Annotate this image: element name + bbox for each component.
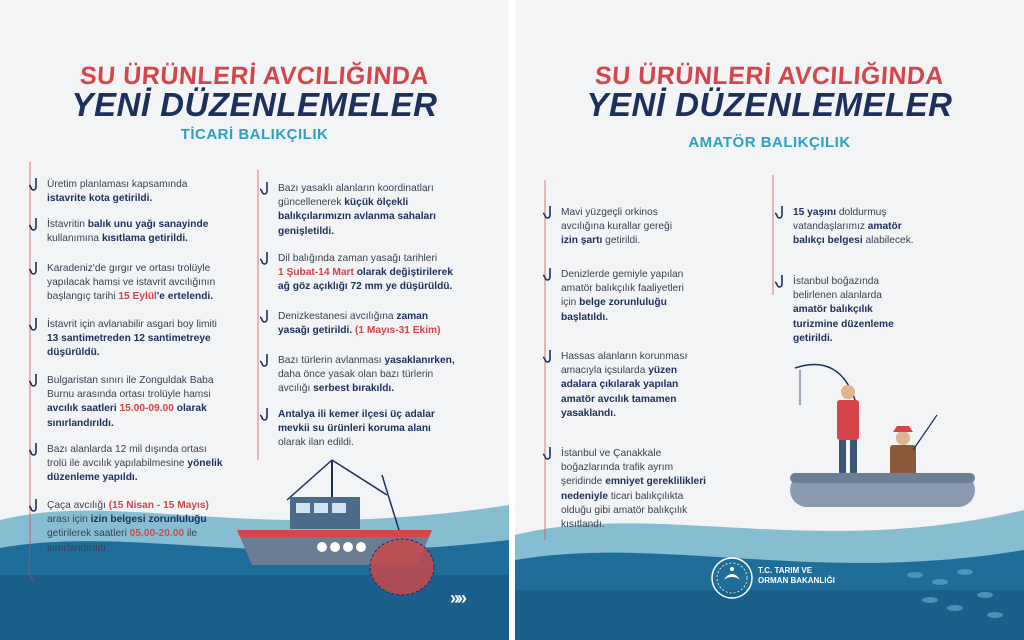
commercial-col2-item-5: Antalya ili kemer ilçesi üç adalar mevkii su ürünleri koruma alanı olarak ilan edildi. xyxy=(278,409,435,449)
amateur-col1-item-2: Denizlerde gemiyle yapılan amatör balıkçılık faaliyetleri için belge zorunluluğu başlatıldı. xyxy=(561,269,684,323)
fish-hook-icon xyxy=(29,217,43,233)
amateur-fishing-panel xyxy=(515,0,1024,640)
fish-hook-icon xyxy=(29,261,43,277)
title-line-1: SU ÜRÜNLERİ AVCILIĞINDA xyxy=(79,62,431,90)
fish-hook-icon xyxy=(29,373,43,389)
fish-hook-icon xyxy=(260,251,274,267)
commercial-col1-item-6: Bazı alanlarda 12 mil dışında ortası trolü ile avcılık yapılabilmesine yönelik düzenleme yapıldı. xyxy=(47,444,223,484)
fish-hook-icon xyxy=(775,274,789,290)
commercial-col1-item-5: Bulgaristan sınırı ile Zonguldak Baba Burnu arasında ortası trolüyle hamsi avcılık saatleri 15.00-09.00 olarak sınırlandırıldı. xyxy=(47,375,214,429)
ministry-name xyxy=(758,566,835,586)
commercial-col1-item-3: Karadeniz'de gırgır ve ortası trolüyle yapılacak hamsi ve istavrit avcılığının başlangıç tarihi 15 Eylül'e ertelendi. xyxy=(47,263,216,303)
fishing-boat-illustration xyxy=(232,455,462,605)
commercial-col1-item-2: İstavritin balık unu yağı sanayinde kullanımına kısıtlama getirildi. xyxy=(47,219,209,245)
fish-hook-icon xyxy=(260,309,274,325)
fish-hook-icon xyxy=(260,407,274,423)
ministry-line-1: T.C. TARIM VE xyxy=(758,566,813,575)
title-line-2-right: YENİ DÜZENLEMELER xyxy=(586,86,953,123)
amateur-col2-item-2: İstanbul boğazında belirlenen alanlarda amatör balıkçılık turizmine düzenleme getirildi. xyxy=(793,276,894,344)
amateur-col1-item-1: Mavi yüzgeçli orkinos avcılığına kurallar gereği izin şartı getirildi. xyxy=(561,207,672,247)
commercial-col2-item-4: Bazı türlerin avlanması yasaklanırken, daha önce yasak olan bazı türlerin avcılığı serbest bırakıldı. xyxy=(278,355,455,395)
next-page-chevrons[interactable]: »» xyxy=(450,588,465,608)
subtitle-commercial: TİCARİ BALIKÇILIK xyxy=(180,126,329,143)
commercial-col1-item-7: Çaça avcılığı (15 Nisan - 15 Mayıs) arası için izin belgesi zorunluluğu getirilerek saatleri 05.00-20.00 ile sınırlandırıldı. xyxy=(47,500,209,554)
fish-hook-icon xyxy=(543,446,557,462)
commercial-col2-item-1: Bazı yasaklı alanların koordinatları güncellenerek küçük ölçekli balıkçılarımızın avlanma sahaları genişletildi. xyxy=(278,183,436,237)
commercial-col2-item-2: Dil balığında zaman yasağı tarihleri 1 Şubat-14 Mart olarak değiştirilerek ağ göz açıklığı 72 mm ye düşürüldü. xyxy=(278,253,453,293)
commercial-col1-item-1: Üretim planlaması kapsamında istavrite kota getirildi. xyxy=(47,179,188,205)
fish-hook-icon xyxy=(29,498,43,514)
fish-hook-icon xyxy=(260,353,274,369)
fish-hook-icon xyxy=(29,317,43,333)
commercial-col2-item-3: Denizkestanesi avcılığına zaman yasağı getirildi. (1 Mayıs-31 Ekim) xyxy=(278,311,441,337)
fish-hook-icon xyxy=(543,349,557,365)
fish-hook-icon xyxy=(775,205,789,221)
ministry-logo xyxy=(710,556,754,600)
fish-hook-icon xyxy=(29,177,43,193)
amateur-col2-item-1: 15 yaşını doldurmuş vatandaşlarımız amatör balıkçı belgesi alabilecek. xyxy=(793,207,914,247)
commercial-fishing-panel xyxy=(0,0,509,640)
fish-hook-icon xyxy=(260,181,274,197)
fish-school-decoration xyxy=(895,560,1015,630)
amateur-col1-item-3: Hassas alanların korunması amacıyla içsularda yüzen adalara çıkılarak yapılan amatör avcılık tamamen yasaklandı. xyxy=(561,351,688,419)
fish-hook-icon xyxy=(543,267,557,283)
anglers-boat-illustration xyxy=(785,360,985,530)
title-line-1-right: SU ÜRÜNLERİ AVCILIĞINDA xyxy=(594,62,946,90)
commercial-col1-item-4: İstavrit için avlanabilir asgari boy limiti 13 santimetreden 12 santimetreye düşürüldü. xyxy=(47,319,217,359)
ministry-line-2: ORMAN BAKANLIĞI xyxy=(758,576,835,585)
fish-hook-icon xyxy=(543,205,557,221)
fish-hook-icon xyxy=(29,442,43,458)
subtitle-amateur: AMATÖR BALIKÇILIK xyxy=(688,134,851,151)
title-line-2: YENİ DÜZENLEMELER xyxy=(71,86,438,123)
amateur-col1-item-4: İstanbul ve Çanakkale boğazlarında trafik ayrım şeridinde emniyet gereklilikleri nedeniyle ticari balıkçılıkta olduğu gibi amatör balıkçılık kısıtlandı. xyxy=(561,448,706,531)
